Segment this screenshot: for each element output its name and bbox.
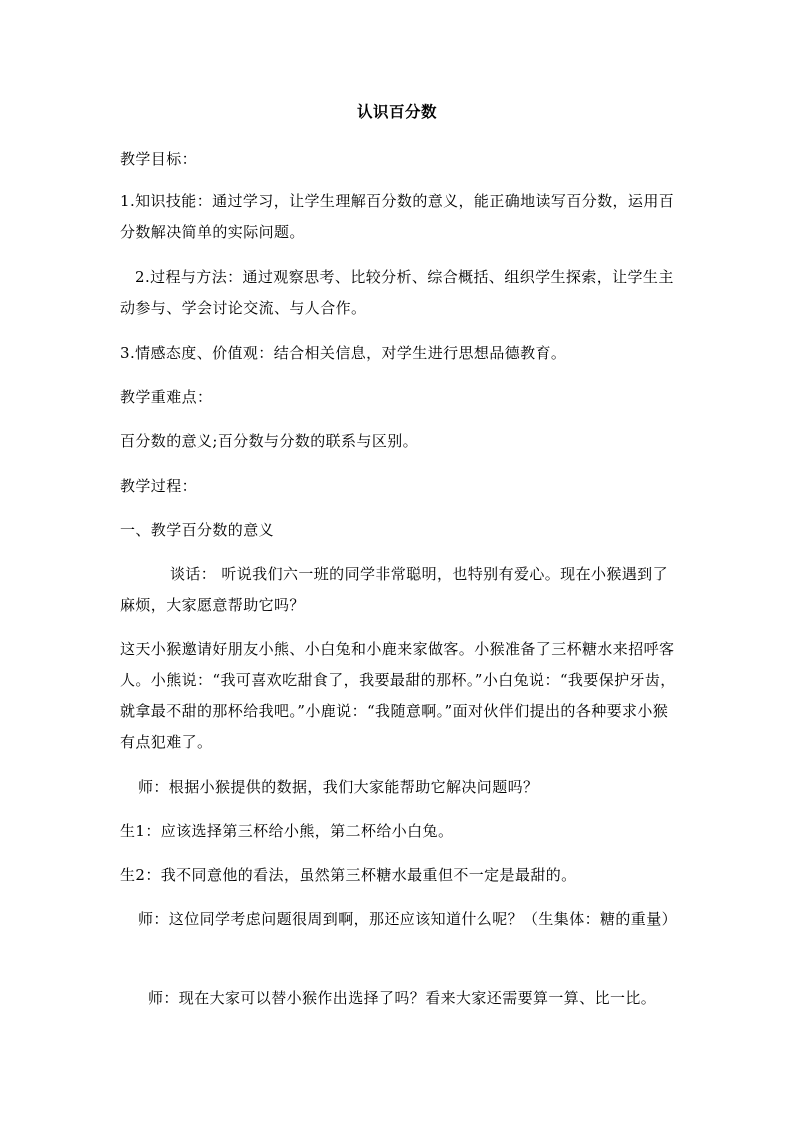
heading-teaching-process: 教学过程： [120, 477, 198, 495]
teacher-line-3: 师：现在大家可以替小猴作出选择了吗？看来大家还需要算一算、比一比。 [148, 989, 657, 1007]
goal-process-methods: 2.过程与方法：通过观察思考、比较分析、综合概括、组织学生探索，让学生主动参与、学会讨论交流、与人合作。 [120, 268, 674, 317]
heading-teaching-goals: 教学目标： [120, 150, 198, 168]
heading-key-difficulties: 教学重难点： [120, 388, 213, 406]
student-line-1: 生1：应该选择第三杯给小熊，第二杯给小白兔。 [120, 822, 454, 840]
section-one-heading: 一、教学百分数的意义 [120, 521, 275, 539]
story-paragraph: 这天小猴邀请好朋友小熊、小白兔和小鹿来家做客。小猴准备了三杯糖水来招呼客人。小熊说：“我可喜欢吃甜食了，我要最甜的那杯。”小白兔说：“我要保护牙齿，就拿最不甜的那杯给我吧。”小鹿说：“我随意啊。”面对伙伴们提出的各种要求小猴有点犯难了。 [120, 640, 676, 751]
goal-knowledge-skills: 1.知识技能：通过学习，让学生理解百分数的意义，能正确地读写百分数，运用百分数解决简单的实际问题。 [120, 192, 675, 241]
goal-emotion-values: 3.情感态度、价值观：结合相关信息，对学生进行思想品德教育。 [120, 344, 567, 362]
dialogue-intro: 谈话： 听说我们六一班的同学非常聪明，也特别有爱心。现在小猴遇到了麻烦，大家愿意帮助它吗？ [120, 565, 668, 614]
teacher-line-1: 师：根据小猴提供的数据，我们大家能帮助它解决问题吗？ [138, 778, 539, 796]
document-title: 认识百分数 [356, 102, 437, 121]
teacher-line-2: 师：这位同学考虑问题很周到啊，那还应该知道什么呢？（生集体：糖的重量） [138, 910, 678, 928]
key-difficulties-text: 百分数的意义;百分数与分数的联系与区别。 [120, 432, 419, 450]
student-line-2: 生2：我不同意他的看法，虽然第三杯糖水最重但不一定是最甜的。 [120, 866, 577, 884]
